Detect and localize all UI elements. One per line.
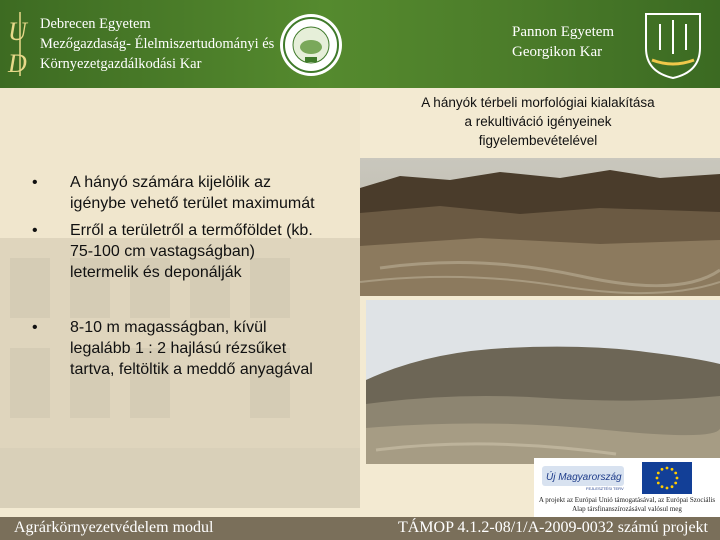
header-bar <box>0 0 720 88</box>
spoil-heap-photo-1 <box>360 158 720 296</box>
bullet-item <box>32 172 324 214</box>
eu-funding-note: A projekt az Európai Unió támogatásával, az Európai Szociális Alap társfinanszírozásával valósul meg <box>538 496 716 513</box>
bullet-text: Erről a területről a termőföldet (kb. 75-100 cm vastagságban) letermelik és deponálják <box>70 222 313 281</box>
eu-funding-box <box>534 458 720 518</box>
header-right-line: Pannon Egyetem <box>512 24 615 40</box>
svg-text:D: D <box>8 49 27 78</box>
header-right-line: Georgikon Kar <box>512 44 603 60</box>
footer-bar <box>0 517 720 540</box>
bullet-symbol: • <box>32 319 38 336</box>
bullet-symbol: • <box>32 222 38 239</box>
faculty-name-left <box>40 14 274 74</box>
spoil-heap-photo-2 <box>366 300 720 464</box>
bullet-list <box>32 172 324 380</box>
module-name: Agrárkörnyezetvédelem modul <box>14 519 214 536</box>
faculty-name-right <box>512 22 614 62</box>
faculty-seal-icon <box>279 13 343 77</box>
bullet-text: 8-10 m magasságban, kívül legalább 1 : 2 hajlású rézsűket tartva, feltöltik a meddő anyagával <box>70 319 313 378</box>
university-logo-icon <box>6 10 30 78</box>
bullet-item <box>32 317 324 380</box>
header-left-line: Mezőgazdaság- Élelmiszertudományi és <box>40 36 275 52</box>
bullet-symbol: • <box>32 174 38 191</box>
uj-magyarorszag-logo-icon <box>538 462 628 492</box>
uj-logo-subtext: FEJLESZTÉSI TERV <box>586 486 624 491</box>
slide-caption <box>376 93 700 150</box>
bullet-text: A hányó számára kijelölik az igénybe vehető terület maximumát <box>70 174 315 212</box>
project-id: TÁMOP 4.1.2-08/1/A-2009-0032 számú projekt <box>397 519 708 536</box>
svg-text:U: U <box>8 17 27 46</box>
uj-logo-text: Új Magyarország <box>546 472 622 483</box>
caption-line: figyelembevételével <box>478 133 598 148</box>
caption-line: a rekultiváció igényeinek <box>464 114 612 129</box>
crest-logo-icon <box>642 10 704 80</box>
caption-line: A hányók térbeli morfológiai kialakítása <box>421 95 655 110</box>
eu-flag-icon <box>642 462 692 494</box>
header-left-line: Környezetgazdálkodási Kar <box>40 56 202 72</box>
bullet-item <box>32 220 324 283</box>
header-left-line: Debrecen Egyetem <box>40 16 151 32</box>
